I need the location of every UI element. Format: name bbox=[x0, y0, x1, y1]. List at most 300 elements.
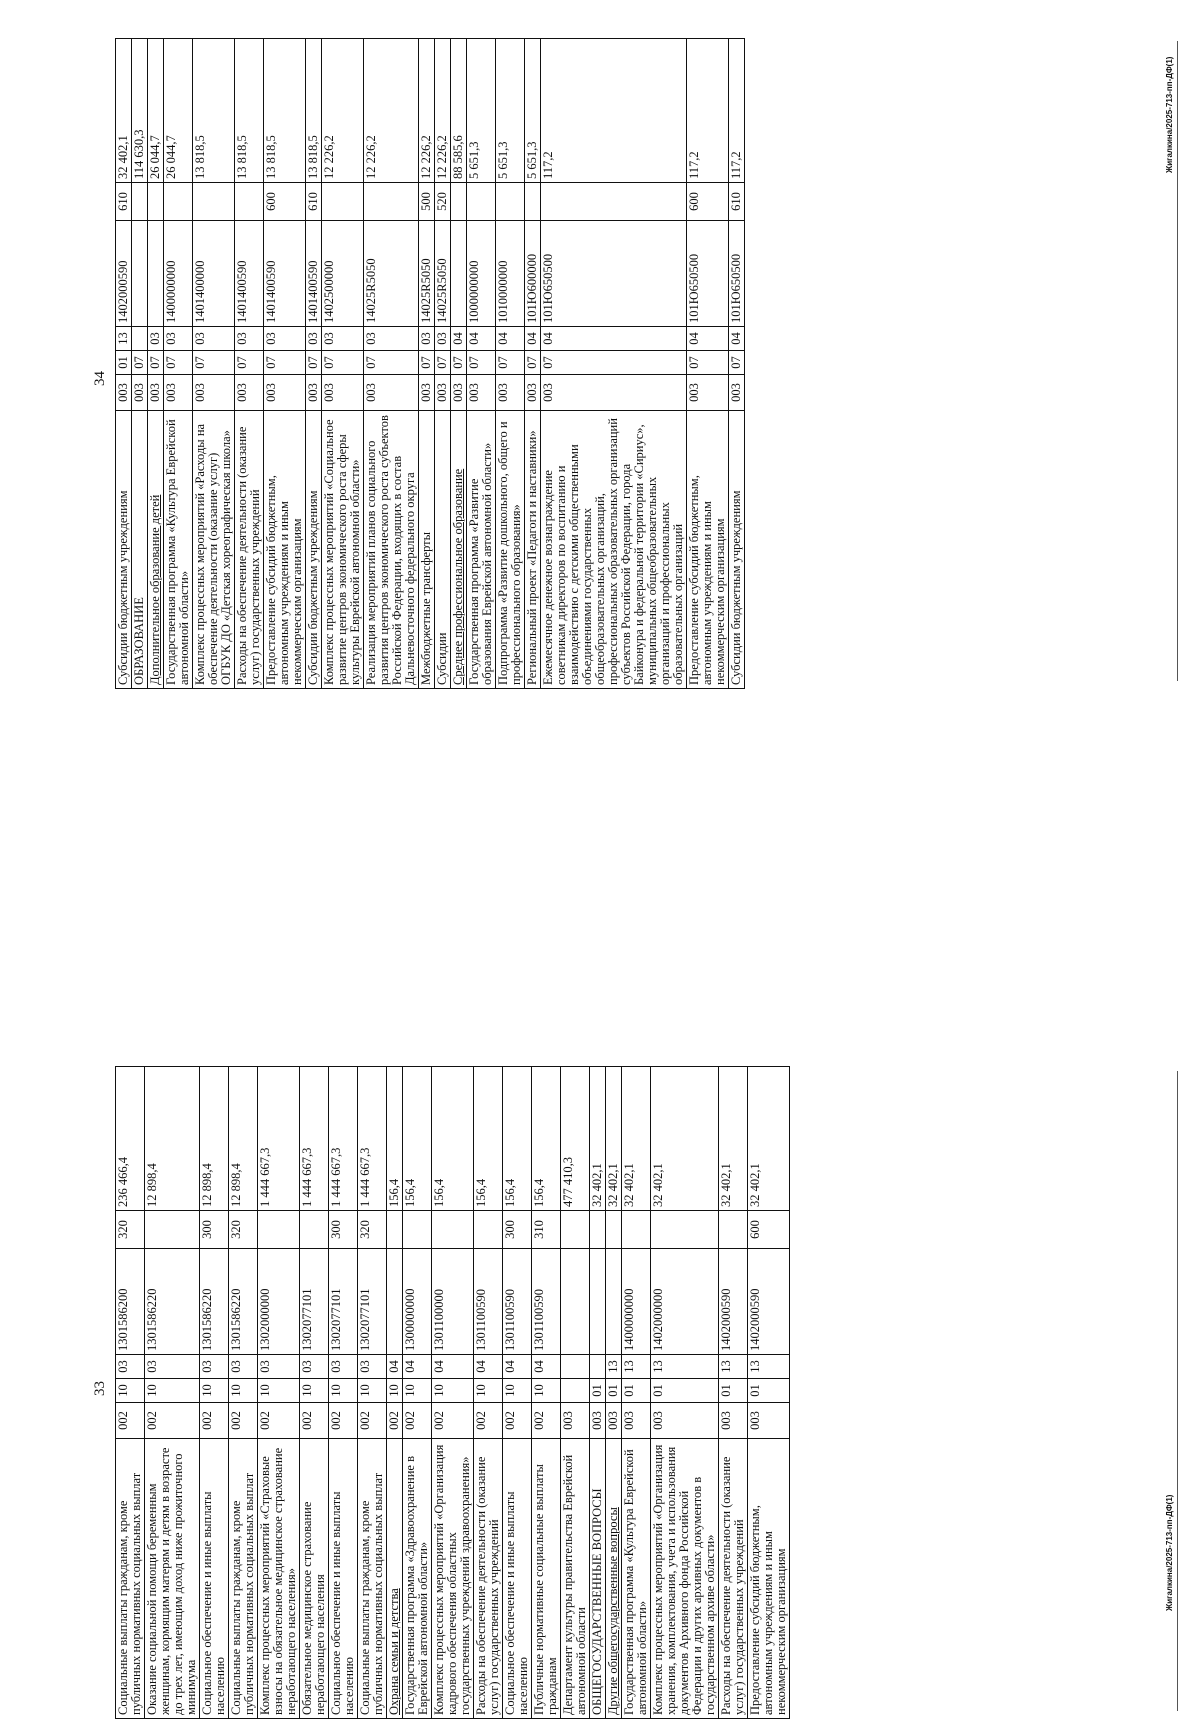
row-target-article: 1301586220 bbox=[200, 1249, 229, 1355]
row-amount: 156,4 bbox=[474, 1067, 503, 1211]
table-row bbox=[164, 39, 193, 689]
row-subsection: 03 bbox=[419, 327, 435, 351]
row-target-article bbox=[561, 1249, 590, 1355]
row-amount: 5 651,3 bbox=[467, 39, 496, 183]
table-row bbox=[496, 39, 525, 689]
row-subsection bbox=[590, 1355, 606, 1379]
row-name: Региональный проект «Педагоги и наставники» bbox=[525, 411, 541, 689]
row-name: ОБРАЗОВАНИЕ bbox=[132, 411, 148, 689]
table-row bbox=[300, 1067, 329, 1719]
row-section: 10 bbox=[532, 1379, 561, 1403]
row-section: 10 bbox=[200, 1379, 229, 1403]
row-expense-type bbox=[496, 183, 525, 221]
row-name: Предоставление субсидий бюджетным, автономным учреждениям и иным некоммерческим организациям bbox=[264, 411, 306, 689]
row-section: 07 bbox=[322, 351, 364, 375]
row-grbs: 003 bbox=[729, 375, 745, 411]
row-subsection: 03 bbox=[306, 327, 322, 351]
row-expense-type: 320 bbox=[116, 1211, 145, 1249]
row-subsection: 03 bbox=[148, 327, 164, 351]
row-subsection: 13 bbox=[606, 1355, 622, 1379]
row-expense-type bbox=[467, 183, 496, 221]
row-section: 01 bbox=[651, 1379, 719, 1403]
row-expense-type bbox=[561, 1211, 590, 1249]
row-amount: 32 402,1 bbox=[116, 39, 132, 183]
row-expense-type: 300 bbox=[329, 1211, 358, 1249]
row-target-article bbox=[451, 221, 467, 327]
row-grbs: 003 bbox=[164, 375, 193, 411]
row-target-article: 1302077101 bbox=[329, 1249, 358, 1355]
row-subsection: 13 bbox=[748, 1355, 790, 1379]
footer-code-left: Жигалкина/2025-713-пп-ДФ(1) bbox=[1165, 1494, 1174, 1611]
row-name: Субсидии бюджетным учреждениям bbox=[116, 411, 132, 689]
footer-rule-left bbox=[1177, 1071, 1178, 1711]
row-expense-type: 610 bbox=[306, 183, 322, 221]
row-expense-type bbox=[719, 1211, 748, 1249]
table-row bbox=[432, 1067, 474, 1719]
table-row bbox=[541, 39, 687, 689]
row-expense-type bbox=[132, 183, 148, 221]
row-name: Социальное обеспечение и иные выплаты населению bbox=[200, 1439, 229, 1719]
row-section: 01 bbox=[116, 351, 132, 375]
row-amount: 1 444 667,3 bbox=[358, 1067, 387, 1211]
table-row bbox=[229, 1067, 258, 1719]
row-section: 07 bbox=[148, 351, 164, 375]
row-name: Социальные выплаты гражданам, кроме публичных нормативных социальных выплат bbox=[116, 1439, 145, 1719]
row-section: 07 bbox=[435, 351, 451, 375]
row-grbs: 003 bbox=[606, 1403, 622, 1439]
row-grbs: 003 bbox=[467, 375, 496, 411]
row-name: Комплекс процессных мероприятий «Расходы на обеспечение деятельности (оказание услуг) ОГБУК ДО «Детская хореографическая школа» bbox=[193, 411, 235, 689]
row-amount: 1 444 667,3 bbox=[258, 1067, 300, 1211]
row-expense-type bbox=[403, 1211, 432, 1249]
table-row bbox=[474, 1067, 503, 1719]
row-expense-type bbox=[300, 1211, 329, 1249]
table-row bbox=[322, 39, 364, 689]
row-name: Обязательное медицинское страхование неработающего населения bbox=[300, 1439, 329, 1719]
row-target-article: 14025R5050 bbox=[364, 221, 419, 327]
row-target-article bbox=[132, 221, 148, 327]
row-subsection: 03 bbox=[300, 1355, 329, 1379]
row-amount: 156,4 bbox=[403, 1067, 432, 1211]
row-target-article: 1401400000 bbox=[193, 221, 235, 327]
table-row bbox=[561, 1067, 590, 1719]
row-section: 10 bbox=[329, 1379, 358, 1403]
row-grbs: 003 bbox=[525, 375, 541, 411]
row-expense-type: 600 bbox=[264, 183, 306, 221]
row-section: 07 bbox=[451, 351, 467, 375]
page-number-33: 33 bbox=[92, 1381, 108, 1396]
table-row bbox=[606, 1067, 622, 1719]
row-name: Предоставление субсидий бюджетным, автономным учреждениям и иным некоммерческим организациям bbox=[687, 411, 729, 689]
row-section: 01 bbox=[606, 1379, 622, 1403]
row-target-article: 1301100590 bbox=[503, 1249, 532, 1355]
row-name: Расходы на обеспечение деятельности (оказание услуг) государственных учреждений bbox=[719, 1439, 748, 1719]
row-subsection: 04 bbox=[532, 1355, 561, 1379]
row-name: Комплекс процессных мероприятий «Социальное развитие центров экономического роста сферы культуры Еврейской автономной области» bbox=[322, 411, 364, 689]
row-expense-type bbox=[235, 183, 264, 221]
row-expense-type bbox=[622, 1211, 651, 1249]
row-section: 10 bbox=[116, 1379, 145, 1403]
table-row bbox=[387, 1067, 403, 1719]
row-expense-type bbox=[651, 1211, 719, 1249]
row-grbs: 003 bbox=[590, 1403, 606, 1439]
row-amount: 32 402,1 bbox=[606, 1067, 622, 1211]
row-amount: 13 818,5 bbox=[193, 39, 235, 183]
row-grbs: 003 bbox=[132, 375, 148, 411]
row-section: 10 bbox=[403, 1379, 432, 1403]
row-target-article: 1400000000 bbox=[164, 221, 193, 327]
row-subsection: 03 bbox=[258, 1355, 300, 1379]
row-expense-type: 300 bbox=[503, 1211, 532, 1249]
row-name: Дополнительное образование детей bbox=[148, 411, 164, 689]
row-section: 10 bbox=[229, 1379, 258, 1403]
row-grbs: 003 bbox=[541, 375, 687, 411]
row-subsection: 03 bbox=[235, 327, 264, 351]
row-grbs: 003 bbox=[687, 375, 729, 411]
row-subsection: 03 bbox=[145, 1355, 200, 1379]
row-grbs: 003 bbox=[419, 375, 435, 411]
row-amount: 117,2 bbox=[541, 39, 687, 183]
row-expense-type bbox=[541, 183, 687, 221]
table-row bbox=[148, 39, 164, 689]
row-target-article bbox=[387, 1249, 403, 1355]
row-target-article: 1401400590 bbox=[264, 221, 306, 327]
row-grbs: 003 bbox=[306, 375, 322, 411]
row-subsection: 13 bbox=[622, 1355, 651, 1379]
row-subsection: 03 bbox=[364, 327, 419, 351]
row-expense-type bbox=[322, 183, 364, 221]
row-expense-type: 600 bbox=[748, 1211, 790, 1249]
row-grbs: 002 bbox=[200, 1403, 229, 1439]
row-target-article: 1301586220 bbox=[229, 1249, 258, 1355]
row-name: Оказание социальной помощи беременным женщинам, кормящим матерям и детям в возрасте до трех лет, имеющим доход ниже прожиточного минимума bbox=[145, 1439, 200, 1719]
table-row bbox=[687, 39, 729, 689]
row-name: Социальное обеспечение и иные выплаты населению bbox=[329, 1439, 358, 1719]
row-amount: 156,4 bbox=[432, 1067, 474, 1211]
row-name: Реализация мероприятий планов социального развития центров экономического роста субъектов Российской Федерации, входящих в состав Дальневосточного федерального округа bbox=[364, 411, 419, 689]
table-row bbox=[748, 1067, 790, 1719]
row-name: Расходы на обеспечение деятельности (оказание услуг) государственных учреждений bbox=[474, 1439, 503, 1719]
row-target-article: 1401400590 bbox=[235, 221, 264, 327]
row-section: 07 bbox=[164, 351, 193, 375]
row-subsection: 03 bbox=[164, 327, 193, 351]
table-row bbox=[235, 39, 264, 689]
row-expense-type: 320 bbox=[229, 1211, 258, 1249]
row-subsection: 03 bbox=[329, 1355, 358, 1379]
row-expense-type bbox=[164, 183, 193, 221]
row-amount: 1 444 667,3 bbox=[329, 1067, 358, 1211]
row-expense-type bbox=[606, 1211, 622, 1249]
row-target-article: 1302000000 bbox=[258, 1249, 300, 1355]
row-name: Комплекс процессных мероприятий «Организация кадрового обеспечения областных государственных учреждений здравоохранения» bbox=[432, 1439, 474, 1719]
row-name: Субсидии бюджетным учреждениям bbox=[306, 411, 322, 689]
row-expense-type bbox=[364, 183, 419, 221]
row-grbs: 003 bbox=[748, 1403, 790, 1439]
row-name: Государственная программа «Культура Еврейской автономной области» bbox=[622, 1439, 651, 1719]
row-target-article: 1301586200 bbox=[116, 1249, 145, 1355]
table-row bbox=[622, 1067, 651, 1719]
table-row bbox=[145, 1067, 200, 1719]
row-section: 07 bbox=[235, 351, 264, 375]
row-amount: 1 444 667,3 bbox=[300, 1067, 329, 1211]
row-expense-type bbox=[525, 183, 541, 221]
row-section: 07 bbox=[729, 351, 745, 375]
row-subsection: 03 bbox=[264, 327, 306, 351]
row-name: Социальные выплаты гражданам, кроме публичных нормативных социальных выплат bbox=[229, 1439, 258, 1719]
row-grbs: 003 bbox=[451, 375, 467, 411]
row-subsection: 04 bbox=[474, 1355, 503, 1379]
row-subsection: 03 bbox=[116, 1355, 145, 1379]
row-subsection: 04 bbox=[467, 327, 496, 351]
table-row bbox=[132, 39, 148, 689]
row-expense-type bbox=[387, 1211, 403, 1249]
row-section: 07 bbox=[687, 351, 729, 375]
row-target-article bbox=[606, 1249, 622, 1355]
row-target-article: 1402500000 bbox=[322, 221, 364, 327]
row-target-article: 1402000590 bbox=[719, 1249, 748, 1355]
row-grbs: 003 bbox=[364, 375, 419, 411]
row-amount: 12 226,2 bbox=[322, 39, 364, 183]
row-target-article: 1300000000 bbox=[403, 1249, 432, 1355]
row-name: ОБЩЕГОСУДАРСТВЕННЫЕ ВОПРОСЫ bbox=[590, 1439, 606, 1719]
row-amount: 13 818,5 bbox=[306, 39, 322, 183]
row-target-article: 1401400590 bbox=[306, 221, 322, 327]
row-section: 10 bbox=[300, 1379, 329, 1403]
row-expense-type: 300 bbox=[200, 1211, 229, 1249]
row-amount: 12 226,2 bbox=[419, 39, 435, 183]
row-grbs: 003 bbox=[116, 375, 132, 411]
row-section: 07 bbox=[419, 351, 435, 375]
row-expense-type: 320 bbox=[358, 1211, 387, 1249]
row-grbs: 002 bbox=[474, 1403, 503, 1439]
row-section: 10 bbox=[474, 1379, 503, 1403]
row-section: 07 bbox=[364, 351, 419, 375]
row-subsection: 03 bbox=[322, 327, 364, 351]
row-expense-type bbox=[590, 1211, 606, 1249]
row-name: Государственная программа «Здравоохранение в Еврейской автономной области» bbox=[403, 1439, 432, 1719]
row-amount: 5 651,3 bbox=[525, 39, 541, 183]
row-subsection: 04 bbox=[496, 327, 525, 351]
row-amount: 12 226,2 bbox=[435, 39, 451, 183]
row-subsection: 13 bbox=[651, 1355, 719, 1379]
row-subsection: 13 bbox=[719, 1355, 748, 1379]
row-target-article: 101Ю650500 bbox=[541, 221, 687, 327]
row-amount: 32 402,1 bbox=[622, 1067, 651, 1211]
row-amount: 114 630,3 bbox=[132, 39, 148, 183]
row-target-article bbox=[148, 221, 164, 327]
row-expense-type bbox=[474, 1211, 503, 1249]
row-section: 10 bbox=[432, 1379, 474, 1403]
row-name: Подпрограмма «Развитие дошкольного, общего и профессионального образования» bbox=[496, 411, 525, 689]
row-section: 10 bbox=[503, 1379, 532, 1403]
row-amount: 12 898,4 bbox=[200, 1067, 229, 1211]
row-subsection: 03 bbox=[193, 327, 235, 351]
row-section: 07 bbox=[264, 351, 306, 375]
page-number-34: 34 bbox=[92, 371, 108, 386]
row-grbs: 002 bbox=[387, 1403, 403, 1439]
table-row bbox=[403, 1067, 432, 1719]
row-expense-type bbox=[148, 183, 164, 221]
row-section: 10 bbox=[358, 1379, 387, 1403]
row-name: Среднее профессиональное образование bbox=[451, 411, 467, 689]
row-amount: 32 402,1 bbox=[651, 1067, 719, 1211]
row-amount: 32 402,1 bbox=[590, 1067, 606, 1211]
footer-rule-right bbox=[1177, 41, 1178, 681]
row-grbs: 003 bbox=[322, 375, 364, 411]
row-grbs: 003 bbox=[235, 375, 264, 411]
row-name: Предоставление субсидий бюджетным, автономным учреждениям и иным некоммерческим организациям bbox=[748, 1439, 790, 1719]
row-target-article: 14025R5050 bbox=[419, 221, 435, 327]
row-amount: 156,4 bbox=[503, 1067, 532, 1211]
row-amount: 156,4 bbox=[387, 1067, 403, 1211]
row-amount: 12 226,2 bbox=[364, 39, 419, 183]
row-amount: 236 466,4 bbox=[116, 1067, 145, 1211]
row-grbs: 003 bbox=[435, 375, 451, 411]
row-section: 07 bbox=[525, 351, 541, 375]
table-row bbox=[193, 39, 235, 689]
row-amount: 13 818,5 bbox=[235, 39, 264, 183]
row-name: Комплекс процессных мероприятий «Страховые взносы на обязательное медицинское страхование неработающего населения» bbox=[258, 1439, 300, 1719]
row-amount: 477 410,3 bbox=[561, 1067, 590, 1211]
row-grbs: 002 bbox=[403, 1403, 432, 1439]
row-section: 10 bbox=[145, 1379, 200, 1403]
row-name: Комплекс процессных мероприятий «Организация хранения, комплектования, учета и использования документов Архивного фонда Российской Федерации и других архивных документов в государственном архиве области» bbox=[651, 1439, 719, 1719]
row-grbs: 002 bbox=[229, 1403, 258, 1439]
row-target-article: 1302077101 bbox=[300, 1249, 329, 1355]
row-expense-type bbox=[145, 1211, 200, 1249]
footer-code-right: Жигалкина/2025-713-пп-ДФ(1) bbox=[1165, 56, 1174, 173]
table-row bbox=[116, 39, 132, 689]
row-subsection bbox=[132, 327, 148, 351]
row-name: Социальное обеспечение и иные выплаты населению bbox=[503, 1439, 532, 1719]
row-name: Ежемесячное денежное вознаграждение советникам директоров по воспитанию и взаимодействию с детскими общественными объединениями государственных общеобразовательных организаций, профессиональных образовательных организаций субъектов Российской Федерации, города Байконура и федеральной территории «Сириус», муниципальных общеобразовательных организаций и профессиональных образовательных организаций bbox=[541, 411, 687, 689]
row-target-article: 14025R5050 bbox=[435, 221, 451, 327]
budget-table-page-34 bbox=[115, 38, 745, 689]
row-amount: 88 585,6 bbox=[451, 39, 467, 183]
row-grbs: 002 bbox=[116, 1403, 145, 1439]
row-target-article: 101Ю600000 bbox=[525, 221, 541, 327]
table-row bbox=[525, 39, 541, 689]
row-subsection: 13 bbox=[116, 327, 132, 351]
row-subsection: 04 bbox=[387, 1355, 403, 1379]
row-amount: 156,4 bbox=[532, 1067, 561, 1211]
row-target-article: 1402000000 bbox=[651, 1249, 719, 1355]
row-target-article: 1402000590 bbox=[748, 1249, 790, 1355]
row-name: Расходы на обеспечение деятельности (оказание услуг) государственных учреждений bbox=[235, 411, 264, 689]
row-subsection bbox=[561, 1355, 590, 1379]
row-target-article: 1000000000 bbox=[467, 221, 496, 327]
row-section bbox=[561, 1379, 590, 1403]
row-expense-type bbox=[451, 183, 467, 221]
table-row bbox=[467, 39, 496, 689]
row-name: Департамент культуры правительства Еврейской автономной области bbox=[561, 1439, 590, 1719]
row-amount: 32 402,1 bbox=[719, 1067, 748, 1211]
row-section: 07 bbox=[467, 351, 496, 375]
row-grbs: 003 bbox=[496, 375, 525, 411]
row-expense-type: 310 bbox=[532, 1211, 561, 1249]
table-row bbox=[729, 39, 745, 689]
row-grbs: 002 bbox=[300, 1403, 329, 1439]
row-section: 07 bbox=[496, 351, 525, 375]
row-amount: 12 898,4 bbox=[229, 1067, 258, 1211]
row-section: 07 bbox=[193, 351, 235, 375]
row-name: Субсидии бюджетным учреждениям bbox=[729, 411, 745, 689]
budget-table-page-33 bbox=[115, 1066, 790, 1719]
row-target-article: 101Ю650500 bbox=[687, 221, 729, 327]
row-grbs: 002 bbox=[329, 1403, 358, 1439]
row-grbs: 002 bbox=[145, 1403, 200, 1439]
row-amount: 12 898,4 bbox=[145, 1067, 200, 1211]
row-target-article: 1402000590 bbox=[116, 221, 132, 327]
row-subsection: 03 bbox=[358, 1355, 387, 1379]
table-row bbox=[364, 39, 419, 689]
row-expense-type: 500 bbox=[419, 183, 435, 221]
row-subsection: 04 bbox=[403, 1355, 432, 1379]
row-grbs: 003 bbox=[264, 375, 306, 411]
row-expense-type: 610 bbox=[729, 183, 745, 221]
row-grbs: 002 bbox=[532, 1403, 561, 1439]
row-subsection: 03 bbox=[435, 327, 451, 351]
row-grbs: 003 bbox=[622, 1403, 651, 1439]
row-target-article: 1010000000 bbox=[496, 221, 525, 327]
row-grbs: 002 bbox=[258, 1403, 300, 1439]
row-name: Социальные выплаты гражданам, кроме публичных нормативных социальных выплат bbox=[358, 1439, 387, 1719]
row-amount: 5 651,3 bbox=[496, 39, 525, 183]
row-subsection: 04 bbox=[687, 327, 729, 351]
row-amount: 117,2 bbox=[687, 39, 729, 183]
table-row bbox=[258, 1067, 300, 1719]
row-target-article: 1302077101 bbox=[358, 1249, 387, 1355]
row-subsection: 04 bbox=[729, 327, 745, 351]
row-section: 01 bbox=[748, 1379, 790, 1403]
row-expense-type: 520 bbox=[435, 183, 451, 221]
row-section: 01 bbox=[622, 1379, 651, 1403]
row-section: 10 bbox=[258, 1379, 300, 1403]
row-name: Публичные нормативные социальные выплаты гражданам bbox=[532, 1439, 561, 1719]
table-row bbox=[503, 1067, 532, 1719]
table-row bbox=[264, 39, 306, 689]
table-row bbox=[358, 1067, 387, 1719]
row-expense-type bbox=[258, 1211, 300, 1249]
row-subsection: 04 bbox=[451, 327, 467, 351]
table-row bbox=[200, 1067, 229, 1719]
row-expense-type bbox=[432, 1211, 474, 1249]
table-row bbox=[651, 1067, 719, 1719]
row-name: Государственная программа «Культура Еврейской автономной области» bbox=[164, 411, 193, 689]
table-row bbox=[719, 1067, 748, 1719]
row-target-article: 1301100590 bbox=[532, 1249, 561, 1355]
row-section: 07 bbox=[541, 351, 687, 375]
table-row bbox=[329, 1067, 358, 1719]
row-grbs: 002 bbox=[432, 1403, 474, 1439]
row-target-article: 1301100000 bbox=[432, 1249, 474, 1355]
row-name: Межбюджетные трансферты bbox=[419, 411, 435, 689]
row-target-article: 101Ю650500 bbox=[729, 221, 745, 327]
row-expense-type: 600 bbox=[687, 183, 729, 221]
row-amount: 26 044,7 bbox=[148, 39, 164, 183]
row-name: Субсидии bbox=[435, 411, 451, 689]
row-grbs: 003 bbox=[719, 1403, 748, 1439]
row-grbs: 003 bbox=[193, 375, 235, 411]
row-expense-type bbox=[193, 183, 235, 221]
row-amount: 117,2 bbox=[729, 39, 745, 183]
row-section: 07 bbox=[306, 351, 322, 375]
row-target-article: 1400000000 bbox=[622, 1249, 651, 1355]
table-row bbox=[116, 1067, 145, 1719]
row-grbs: 002 bbox=[358, 1403, 387, 1439]
row-grbs: 003 bbox=[561, 1403, 590, 1439]
table-row bbox=[532, 1067, 561, 1719]
